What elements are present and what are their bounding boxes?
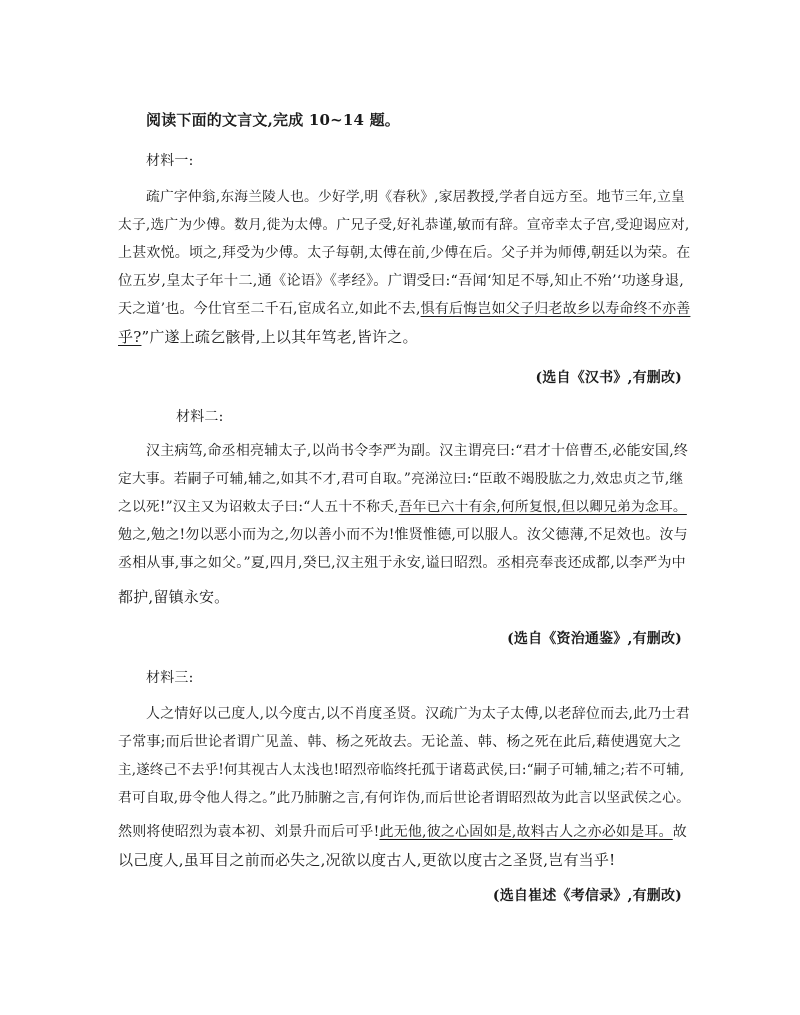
material1-line: 疏广字仲翁,东海兰陵人也。少好学,明《春秋》,家居教授,学者自远方至。地节三年,立皇 — [146, 189, 686, 205]
material2-text: 之以死!”汉主又为诏敕太子曰:“人五十不称夭, — [118, 499, 399, 515]
material3-source: (选自崔述《考信录》,有删改) — [492, 888, 682, 904]
underlined-sentence: 乎? — [118, 328, 142, 346]
underlined-sentence: 吾年已六十有余,何所复恨,但以卿兄弟为念耳。 — [398, 499, 687, 515]
material2-label: 材料二: — [176, 409, 224, 425]
material1-source: (选自《汉书》,有删改) — [535, 370, 682, 386]
material3-label: 材料三: — [146, 670, 194, 686]
material2-line: 都护,留镇永安。 — [118, 588, 230, 606]
instruction-heading: 阅读下面的文言文,完成 10~14 题。 — [146, 111, 400, 129]
material3-line: 子常事;而后世论者谓广见盖、韩、杨之死故去。无论盖、韩、杨之死在此后,藉使遇宽大之 — [118, 734, 682, 750]
material3-text: 故 — [672, 824, 687, 840]
material3-line: 君可自取,毋令他人得之。”此乃肺腑之言,有何诈伪,而后世论者谓昭烈故为此言以坚武侯之心。 — [118, 790, 691, 806]
material2-line: 汉主病笃,命丞相亮辅太子,以尚书令李严为副。汉主谓亮曰:“君才十倍曹丕,必能安国,终 — [146, 443, 689, 459]
material1-text: 天之道’也。今仕官至二千石,宦成名立,如此不去, — [118, 301, 421, 317]
material1-line: 位五岁,皇太子年十二,通《论语》《孝经》。广谓受曰:“吾闻‘知足不辱,知止不殆’‘功遂身退, — [118, 273, 684, 289]
underlined-sentence: 惧有后悔岂如父子归老故乡以寿命终不亦善 — [420, 301, 691, 317]
underlined-sentence: 此无他,彼之心固如是,故料古人之亦必如是耳。 — [379, 824, 673, 840]
material2-line — [118, 497, 687, 517]
material1-line — [118, 299, 690, 319]
material1-text: ”广遂上疏乞骸骨,上以其年笃老,皆许之。 — [141, 328, 418, 346]
material1-line: 上甚欢悦。顷之,拜受为少傅。太子每朝,太傅在前,少傅在后。父子并为师傅,朝廷以为荣。在 — [118, 245, 691, 261]
material2-line: 定大事。若嗣子可辅,辅之,如其不才,君可自取。”亮涕泣曰:“臣敢不竭股肱之力,效忠贞之节,继 — [118, 471, 684, 487]
material2-source: (选自《资治通鉴》,有删改) — [507, 631, 682, 647]
material3-text: 然则将使昭烈为袁本初、刘景升而后可乎! — [118, 824, 380, 840]
material3-line: 人之情好以己度人,以今度古,以不肖度圣贤。汉疏广为太子太傅,以老辞位而去,此乃士君 — [146, 706, 690, 722]
material3-line: 主,遂终己不去乎!何其视古人太浅也!昭烈帝临终托孤于诸葛武侯,曰:“嗣子可辅,辅之;若不可辅, — [118, 762, 685, 778]
material1-line: 太子,选广为少傅。数月,徙为太傅。广兄子受,好礼恭谨,敏而有辞。宣帝幸太子宫,受迎谒应对, — [118, 217, 690, 233]
material2-line: 丞相从事,事之如父。”夏,四月,癸巳,汉主殂于永安,谥曰昭烈。丞相亮奉丧还成都,以李严为中 — [118, 555, 686, 571]
material3-line: 以己度人,虽耳目之前而必失之,况欲以度古人,更欲以度古之圣贤,岂有当乎! — [118, 851, 616, 869]
material1-label: 材料一: — [146, 153, 194, 169]
material1-line — [118, 327, 418, 347]
material2-line: 勉之,勉之!勿以恶小而为之,勿以善小而不为!惟贤惟德,可以服人。汝父德薄,不足效也。汝与 — [118, 527, 688, 543]
material3-line — [118, 822, 687, 842]
